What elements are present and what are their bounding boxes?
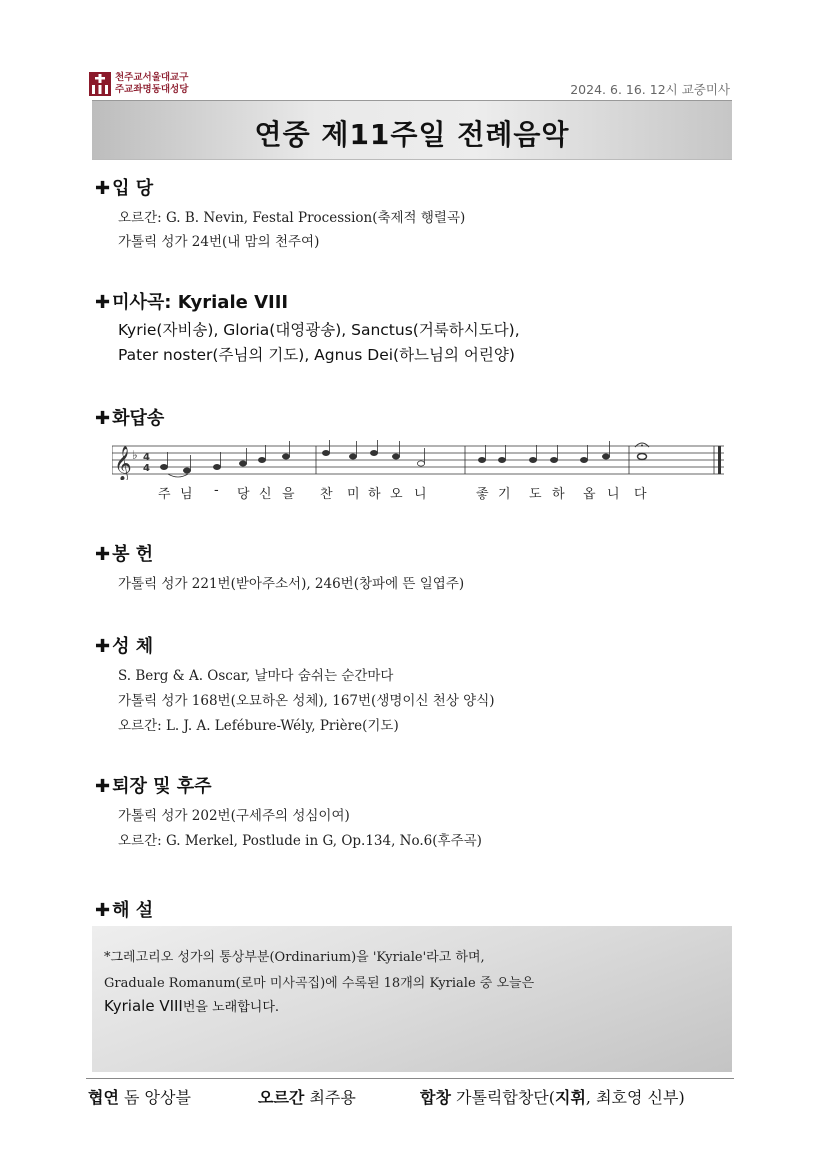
section-heading-psalm: ✚ 화답송 xyxy=(95,408,165,429)
cathedral-logo-icon xyxy=(89,72,111,96)
communion-line-3: 오르간: L. J. A. Lefébure-Wély, Prière(기도) xyxy=(118,718,399,734)
cross-icon: ✚ xyxy=(95,900,111,921)
lyric-syllable: 좋 xyxy=(476,487,489,502)
recessional-line-1: 가톨릭 성가 202번(구세주의 성심이여) xyxy=(118,808,350,824)
lyric-syllable: 오 xyxy=(390,487,403,502)
recessional-line-2: 오르간: G. Merkel, Postlude in G, Op.134, No.6(후주곡) xyxy=(118,833,482,849)
footer-choir: 합창 가톨릭합창단(지휘, 최호영 신부) xyxy=(420,1088,685,1107)
lyric-syllable: 신 xyxy=(259,487,272,502)
music-staff xyxy=(112,440,724,480)
svg-text:4: 4 xyxy=(143,452,150,463)
mass-line-2: Pater noster(주님의 기도), Agnus Dei(하느님의 어린양) xyxy=(118,346,515,364)
mass-line-1: Kyrie(자비송), Gloria(대영광송), Sanctus(거룩하시도다), xyxy=(118,321,520,339)
section-heading-mass: ✚ 미사곡: Kyriale VIII xyxy=(95,292,289,313)
cross-icon: ✚ xyxy=(95,776,111,797)
lyric-syllable: 하 xyxy=(552,487,565,502)
communion-line-1: S. Berg & A. Oscar, 날마다 숨쉬는 순간마다 xyxy=(118,668,394,684)
footer-divider xyxy=(86,1078,734,1079)
lyric-syllable: 니 xyxy=(414,487,427,502)
footer-organ: 오르간 최주용 xyxy=(258,1088,356,1107)
cross-icon: ✚ xyxy=(95,178,111,199)
lyric-syllable: - xyxy=(214,483,219,498)
title-bar xyxy=(92,100,732,160)
lyric-syllable: 님 xyxy=(180,487,193,502)
cross-icon: ✚ xyxy=(95,636,111,657)
entrance-line-2: 가톨릭 성가 24번(내 맘의 천주여) xyxy=(118,234,320,250)
offertory-line-1: 가톨릭 성가 221번(받아주소서), 246번(창파에 뜬 일엽주) xyxy=(118,576,465,592)
section-heading-commentary: ✚ 해 설 xyxy=(95,900,154,921)
lyric-syllable: 다 xyxy=(634,487,647,502)
communion-line-2: 가톨릭 성가 168번(오묘하온 성체), 167번(생명이신 천상 양식) xyxy=(118,693,495,709)
lyric-syllable: 을 xyxy=(282,487,295,502)
section-heading-recessional: ✚ 퇴장 및 후주 xyxy=(95,776,212,797)
section-heading-communion: ✚ 성 체 xyxy=(95,636,154,657)
flat-icon: ♭ xyxy=(132,448,138,462)
treble-clef-icon: 𝄞 xyxy=(114,446,132,480)
cross-icon: ✚ xyxy=(95,408,111,429)
service-date: 2024. 6. 16. 12시 교중미사 xyxy=(570,82,730,97)
cross-icon: ✚ xyxy=(95,544,111,565)
logo-line-2: 주교좌명동대성당 xyxy=(115,84,189,95)
section-heading-offertory: ✚ 봉 헌 xyxy=(95,544,154,565)
lyric-syllable: 하 xyxy=(368,487,381,502)
footer-accompany: 협연 돔 앙상블 xyxy=(88,1088,191,1107)
section-heading-entrance: ✚ 입 당 xyxy=(95,178,154,199)
cathedral-logo xyxy=(89,71,194,97)
entrance-line-1: 오르간: G. B. Nevin, Festal Procession(축제적 행렬곡) xyxy=(118,210,466,226)
commentary-line-2: Graduale Romanum(로마 미사곡집)에 수록된 18개의 Kyriale 중 오늘은 xyxy=(104,976,535,991)
commentary-line-3: Kyriale VIII번을 노래합니다. xyxy=(104,997,280,1015)
page-title: 연중 제11주일 전례음악 xyxy=(254,118,570,151)
lyric-syllable: 옵 xyxy=(583,487,596,502)
svg-text:4: 4 xyxy=(143,463,150,474)
lyric-syllable: 미 xyxy=(347,487,360,502)
lyric-syllable: 도 xyxy=(529,487,542,502)
logo-line-1: 천주교서울대교구 xyxy=(115,72,189,83)
lyric-syllable: 찬 xyxy=(320,487,333,502)
lyric-syllable: 당 xyxy=(237,487,250,502)
cross-icon: ✚ xyxy=(95,292,111,313)
lyric-syllable: 기 xyxy=(498,487,511,502)
lyric-syllable: 니 xyxy=(607,487,620,502)
commentary-line-1: *그레고리오 성가의 통상부분(Ordinarium)을 'Kyriale'라고 하며, xyxy=(104,950,485,965)
lyric-syllable: 주 xyxy=(158,487,171,502)
